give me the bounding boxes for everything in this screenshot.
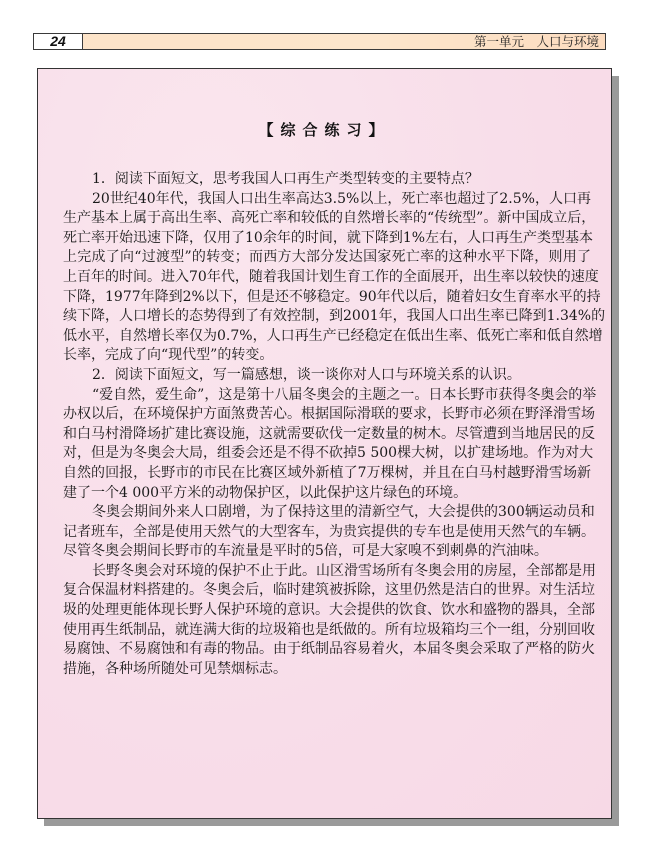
paragraph-q2 [63,366,591,386]
paragraph-q2-p2 [63,503,595,562]
paragraph-q1 [63,170,591,190]
text-line: 长野冬奥会对环境的保护不止于此。山区滑雪场所有冬奥会用的房屋，全部都是用 [92,562,596,579]
text-line: 自然的回报，长野市的市民在比赛区域外新植了7万棵树，并且在白马村越野滑雪场新 [63,464,591,481]
section-title: 【综合练习】 [258,121,391,139]
text-line: 1．阅读下面短文，思考我国人口再生产类型转变的主要特点？ [92,171,479,187]
text-line: 对，但是为冬奥会大局，组委会还是不得不砍掉5 500棵大树，以扩建场地。作为对大 [63,445,594,462]
paragraph-q2-p1 [63,386,597,504]
unit-title: 第一单元 人口与环境 [473,34,599,49]
text-line: 办权以后，在环境保护方面煞费苦心。根据国际滑联的要求，长野市必须在野泽滑雪场 [63,406,595,423]
text-line: 下降，1977年降到2%以下，但是还不够稳定。90年代以后，随着妇女生育率水平的持 [63,288,601,305]
text-line: 上百年的时间。进入70年代，随着我国计划生育工作的全面展开，出生率以较快的速度 [63,268,599,285]
text-line: 复合保温材料搭建的。冬奥会后，临时建筑被拆除，这里仍然是洁白的世界。对生活垃 [63,582,595,599]
text-line: 上完成了向“过渡型”的转变；而西方大部分发达国家死亡率的这种水平下降，则用了 [63,249,591,266]
paragraph-q1-body [63,190,606,366]
running-header [33,33,606,50]
text-line: 长率，完成了向“现代型”的转变。 [63,347,274,364]
text-line: 和白马村滑降场扩建比赛设施，这就需要砍伐一定数量的树木。尽管遭到当地居民的反 [63,425,595,442]
text-line: 续下降，人口增长的态势得到了有效控制，到2001年，我国人口出生率已降到1.34%的 [63,308,606,325]
text-line: 20世纪40年代，我国人口出生率高达3.5%以上，死亡率也超过了2.5%，人口再 [92,190,591,207]
paragraph-q2-p3 [63,562,596,680]
exercise-body [63,170,606,679]
text-line: 生产基本上属于高出生率、高死亡率和较低的自然增长率的“传统型”。新中国成立后， [63,210,596,227]
text-line: “爱自然，爱生命”，这是第十八届冬奥会的主题之一。日本长野市获得冬奥会的举 [92,386,597,403]
text-line: 冬奥会期间外来人口剧增，为了保持这里的清新空气，大会提供的300辆运动员和 [92,504,595,521]
text-line: 使用再生纸制品，就连满大街的垃圾箱也是纸做的。所有垃圾箱均三个一组，分别回收 [63,621,595,638]
text-line: 死亡率开始迅速下降，仅用了10余年的时间，就下降到1%左右，人口再生产类型基本 [63,229,594,246]
text-line: 建了一个4 000平方米的动物保护区，以此保护这片绿色的环境。 [63,484,468,501]
text-line: 措施，各种场所随处可见禁烟标志。 [63,660,287,677]
text-line: 尽管冬奥会期间长野市的车流量是平时的5倍，可是大家嗅不到刺鼻的汽油味。 [63,543,548,560]
exercise-panel [37,68,612,819]
text-line: 圾的处理更能体现长野人保护环境的意识。大会提供的饮食、饮水和盛物的器具，全部 [63,602,595,619]
text-line: 易腐蚀、不易腐蚀和有毒的物品。由于纸制品容易着火，本届冬奥会采取了严格的防火 [63,641,595,658]
text-line: 记者班车，全部是使用天然气的大型客车，为贵宾提供的专车也是使用天然气的车辆。 [63,523,595,540]
text-line: 低水平，自然增长率仅为0.7%，人口再生产已经稳定在低出生率、低死亡率和低自然增 [63,327,603,344]
text-line: 2．阅读下面短文，写一篇感想，谈一谈你对人口与环境关系的认识。 [92,366,521,383]
page-number: 24 [34,34,83,49]
